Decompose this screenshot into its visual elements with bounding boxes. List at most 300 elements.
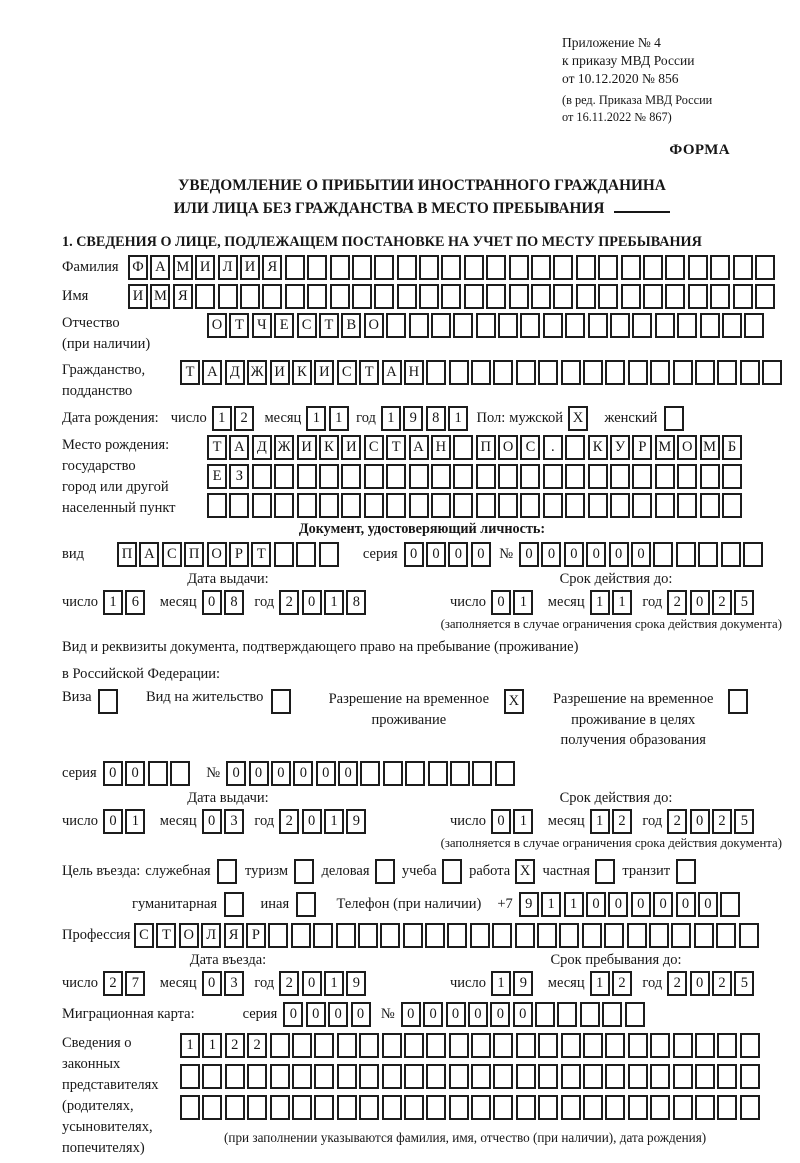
char-cell[interactable]: О [364,313,384,338]
char-cell[interactable]: 0 [125,761,145,786]
char-cell[interactable]: Т [229,313,249,338]
char-cell[interactable]: 3 [224,809,244,834]
char-cell[interactable]: И [297,435,317,460]
char-cell[interactable]: Е [207,464,227,489]
char-cell[interactable] [632,464,652,489]
char-cell[interactable] [359,1064,379,1089]
char-cell[interactable] [229,493,249,518]
char-cell[interactable] [559,923,579,948]
char-cell[interactable] [655,493,675,518]
char-cell[interactable] [671,923,691,948]
char-cell[interactable] [561,1064,581,1089]
char-cell[interactable] [294,859,314,884]
char-cell[interactable] [688,255,708,280]
char-cell[interactable]: 1 [103,590,123,615]
char-cell[interactable]: С [297,313,317,338]
char-cell[interactable]: Т [386,435,406,460]
char-cell[interactable]: 0 [490,1002,510,1027]
char-cell[interactable]: 1 [513,590,533,615]
char-cell[interactable] [744,313,764,338]
char-cell[interactable] [471,1095,491,1120]
char-cell[interactable]: В [341,313,361,338]
char-cell[interactable] [240,284,260,309]
char-cell[interactable] [588,313,608,338]
char-cell[interactable] [595,859,615,884]
char-cell[interactable] [673,1095,693,1120]
char-cell[interactable] [225,1064,245,1089]
char-cell[interactable] [314,1064,334,1089]
char-cell[interactable] [493,360,513,385]
char-cell[interactable] [509,284,529,309]
char-cell[interactable] [449,1033,469,1058]
char-cell[interactable]: С [162,542,182,567]
char-cell[interactable] [425,923,445,948]
char-cell[interactable]: Я [262,255,282,280]
char-cell[interactable]: 0 [676,892,696,917]
char-cell[interactable] [700,313,720,338]
char-cell[interactable]: X [568,406,588,431]
char-cell[interactable] [588,464,608,489]
char-cell[interactable]: Л [218,255,238,280]
char-cell[interactable]: 2 [667,809,687,834]
char-cell[interactable]: 0 [564,542,584,567]
char-cell[interactable] [405,761,425,786]
char-cell[interactable] [515,923,535,948]
char-cell[interactable] [274,542,294,567]
char-cell[interactable] [628,1033,648,1058]
char-cell[interactable]: 2 [667,971,687,996]
char-cell[interactable]: О [677,435,697,460]
char-cell[interactable]: 0 [586,892,606,917]
char-cell[interactable] [655,464,675,489]
char-cell[interactable] [673,360,693,385]
char-cell[interactable]: 1 [564,892,584,917]
char-cell[interactable] [252,493,272,518]
char-cell[interactable] [583,1095,603,1120]
char-cell[interactable] [643,255,663,280]
char-cell[interactable] [270,1095,290,1120]
char-cell[interactable] [431,493,451,518]
char-cell[interactable]: И [128,284,148,309]
char-cell[interactable]: 1 [612,590,632,615]
char-cell[interactable] [676,859,696,884]
char-cell[interactable] [382,1095,402,1120]
char-cell[interactable]: Я [224,923,244,948]
char-cell[interactable] [297,464,317,489]
char-cell[interactable] [247,1095,267,1120]
char-cell[interactable]: 0 [404,542,424,567]
char-cell[interactable]: 2 [712,809,732,834]
char-cell[interactable] [314,1033,334,1058]
char-cell[interactable]: 0 [351,1002,371,1027]
char-cell[interactable]: Ч [252,313,272,338]
char-cell[interactable] [247,1064,267,1089]
char-cell[interactable] [431,313,451,338]
char-cell[interactable]: Р [246,923,266,948]
char-cell[interactable]: 0 [631,892,651,917]
char-cell[interactable] [195,284,215,309]
char-cell[interactable] [464,284,484,309]
char-cell[interactable] [716,923,736,948]
char-cell[interactable] [426,1095,446,1120]
char-cell[interactable]: И [341,435,361,460]
char-cell[interactable]: Б [722,435,742,460]
char-cell[interactable] [330,284,350,309]
char-cell[interactable]: П [476,435,496,460]
char-cell[interactable]: 1 [125,809,145,834]
char-cell[interactable] [493,1095,513,1120]
char-cell[interactable]: Л [201,923,221,948]
char-cell[interactable]: 1 [513,809,533,834]
char-cell[interactable] [538,1064,558,1089]
char-cell[interactable] [561,1095,581,1120]
char-cell[interactable] [676,542,696,567]
char-cell[interactable] [557,1002,577,1027]
char-cell[interactable] [359,1033,379,1058]
char-cell[interactable]: 1 [590,809,610,834]
char-cell[interactable] [588,493,608,518]
char-cell[interactable]: И [195,255,215,280]
char-cell[interactable] [717,360,737,385]
char-cell[interactable] [665,255,685,280]
char-cell[interactable]: 2 [225,1033,245,1058]
char-cell[interactable]: 0 [653,892,673,917]
char-cell[interactable]: 0 [306,1002,326,1027]
char-cell[interactable] [561,1033,581,1058]
char-cell[interactable] [271,689,291,714]
char-cell[interactable] [677,493,697,518]
char-cell[interactable] [755,284,775,309]
char-cell[interactable]: 8 [426,406,446,431]
char-cell[interactable] [307,284,327,309]
char-cell[interactable] [426,360,446,385]
char-cell[interactable] [583,360,603,385]
char-cell[interactable] [224,892,244,917]
char-cell[interactable]: 2 [103,971,123,996]
char-cell[interactable] [486,255,506,280]
char-cell[interactable]: 0 [609,542,629,567]
char-cell[interactable]: 1 [491,971,511,996]
char-cell[interactable]: 0 [423,1002,443,1027]
char-cell[interactable]: 6 [125,590,145,615]
char-cell[interactable] [285,255,305,280]
char-cell[interactable]: 0 [690,590,710,615]
char-cell[interactable] [313,923,333,948]
char-cell[interactable] [296,542,316,567]
char-cell[interactable]: 3 [224,971,244,996]
char-cell[interactable] [520,493,540,518]
char-cell[interactable] [700,464,720,489]
char-cell[interactable] [449,1064,469,1089]
char-cell[interactable] [383,761,403,786]
char-cell[interactable] [710,284,730,309]
char-cell[interactable]: Т [180,360,200,385]
char-cell[interactable] [621,284,641,309]
char-cell[interactable]: 1 [381,406,401,431]
char-cell[interactable]: 1 [324,809,344,834]
char-cell[interactable]: 9 [403,406,423,431]
char-cell[interactable] [694,923,714,948]
char-cell[interactable]: А [150,255,170,280]
char-cell[interactable]: 0 [338,761,358,786]
char-cell[interactable] [605,1064,625,1089]
char-cell[interactable]: 1 [306,406,326,431]
char-cell[interactable] [650,1095,670,1120]
char-cell[interactable] [628,1064,648,1089]
char-cell[interactable] [598,255,618,280]
char-cell[interactable] [352,284,372,309]
char-cell[interactable]: 2 [712,590,732,615]
char-cell[interactable] [314,1095,334,1120]
char-cell[interactable]: 0 [608,892,628,917]
char-cell[interactable] [531,255,551,280]
char-cell[interactable]: 9 [519,892,539,917]
char-cell[interactable]: 0 [271,761,291,786]
char-cell[interactable] [352,255,372,280]
char-cell[interactable]: 0 [302,971,322,996]
char-cell[interactable] [472,761,492,786]
char-cell[interactable] [419,255,439,280]
char-cell[interactable]: К [319,435,339,460]
char-cell[interactable] [426,1064,446,1089]
char-cell[interactable] [688,284,708,309]
char-cell[interactable] [431,464,451,489]
char-cell[interactable] [664,406,684,431]
char-cell[interactable]: 7 [125,971,145,996]
char-cell[interactable]: 1 [212,406,232,431]
char-cell[interactable]: С [520,435,540,460]
char-cell[interactable] [374,284,394,309]
char-cell[interactable] [673,1064,693,1089]
char-cell[interactable]: К [588,435,608,460]
char-cell[interactable] [565,493,585,518]
char-cell[interactable]: М [700,435,720,460]
char-cell[interactable] [464,255,484,280]
char-cell[interactable] [516,1033,536,1058]
char-cell[interactable]: 2 [612,809,632,834]
char-cell[interactable] [380,923,400,948]
char-cell[interactable] [476,493,496,518]
char-cell[interactable] [516,360,536,385]
char-cell[interactable]: X [515,859,535,884]
char-cell[interactable]: П [117,542,137,567]
char-cell[interactable] [375,859,395,884]
char-cell[interactable]: 5 [734,590,754,615]
char-cell[interactable] [291,923,311,948]
char-cell[interactable] [336,923,356,948]
char-cell[interactable] [598,284,618,309]
char-cell[interactable] [565,464,585,489]
char-cell[interactable] [404,1095,424,1120]
char-cell[interactable] [762,360,782,385]
char-cell[interactable]: 1 [329,406,349,431]
char-cell[interactable]: 0 [283,1002,303,1027]
char-cell[interactable] [419,284,439,309]
char-cell[interactable] [409,493,429,518]
char-cell[interactable] [538,1033,558,1058]
char-cell[interactable]: 1 [448,406,468,431]
char-cell[interactable] [292,1095,312,1120]
char-cell[interactable]: 0 [302,809,322,834]
char-cell[interactable]: Р [229,542,249,567]
char-cell[interactable]: Я [173,284,193,309]
char-cell[interactable]: 0 [249,761,269,786]
char-cell[interactable] [583,1064,603,1089]
char-cell[interactable]: Т [156,923,176,948]
char-cell[interactable] [582,923,602,948]
char-cell[interactable]: Ж [247,360,267,385]
char-cell[interactable] [202,1095,222,1120]
char-cell[interactable] [728,689,748,714]
char-cell[interactable] [364,493,384,518]
char-cell[interactable] [471,1064,491,1089]
char-cell[interactable] [453,493,473,518]
char-cell[interactable] [710,255,730,280]
char-cell[interactable] [627,923,647,948]
char-cell[interactable]: 8 [224,590,244,615]
char-cell[interactable]: 1 [202,1033,222,1058]
char-cell[interactable] [516,1064,536,1089]
char-cell[interactable]: 2 [234,406,254,431]
char-cell[interactable]: С [337,360,357,385]
char-cell[interactable] [428,761,448,786]
char-cell[interactable] [486,284,506,309]
char-cell[interactable] [476,313,496,338]
char-cell[interactable] [538,360,558,385]
char-cell[interactable] [576,284,596,309]
char-cell[interactable]: 0 [519,542,539,567]
char-cell[interactable] [397,284,417,309]
char-cell[interactable]: X [504,689,524,714]
char-cell[interactable]: 0 [426,542,446,567]
char-cell[interactable] [450,761,470,786]
char-cell[interactable] [442,859,462,884]
char-cell[interactable]: 0 [698,892,718,917]
char-cell[interactable]: 1 [324,971,344,996]
char-cell[interactable] [621,255,641,280]
char-cell[interactable] [292,1064,312,1089]
char-cell[interactable]: 9 [513,971,533,996]
char-cell[interactable] [628,360,648,385]
char-cell[interactable] [386,493,406,518]
char-cell[interactable] [717,1064,737,1089]
char-cell[interactable] [740,1033,760,1058]
char-cell[interactable] [653,542,673,567]
char-cell[interactable] [360,761,380,786]
char-cell[interactable]: 0 [202,590,222,615]
char-cell[interactable]: Н [404,360,424,385]
char-cell[interactable]: 0 [631,542,651,567]
char-cell[interactable]: 0 [316,761,336,786]
char-cell[interactable] [565,435,585,460]
char-cell[interactable] [643,284,663,309]
char-cell[interactable] [604,923,624,948]
char-cell[interactable] [297,493,317,518]
char-cell[interactable] [270,1033,290,1058]
char-cell[interactable] [565,313,585,338]
char-cell[interactable] [449,1095,469,1120]
char-cell[interactable] [330,255,350,280]
char-cell[interactable] [695,1064,715,1089]
char-cell[interactable] [580,1002,600,1027]
char-cell[interactable]: И [240,255,260,280]
char-cell[interactable]: 1 [180,1033,200,1058]
char-cell[interactable]: С [364,435,384,460]
char-cell[interactable] [252,464,272,489]
char-cell[interactable]: 9 [346,971,366,996]
char-cell[interactable]: 2 [279,809,299,834]
char-cell[interactable] [404,1033,424,1058]
char-cell[interactable]: 0 [468,1002,488,1027]
char-cell[interactable]: 5 [734,809,754,834]
char-cell[interactable]: 0 [541,542,561,567]
char-cell[interactable] [337,1033,357,1058]
char-cell[interactable] [583,1033,603,1058]
char-cell[interactable] [319,493,339,518]
char-cell[interactable] [307,255,327,280]
char-cell[interactable] [677,313,697,338]
char-cell[interactable] [740,1095,760,1120]
char-cell[interactable] [576,255,596,280]
char-cell[interactable]: М [150,284,170,309]
char-cell[interactable]: О [207,313,227,338]
char-cell[interactable] [605,1095,625,1120]
char-cell[interactable]: И [270,360,290,385]
char-cell[interactable]: 2 [279,971,299,996]
char-cell[interactable]: Т [207,435,227,460]
char-cell[interactable]: М [173,255,193,280]
char-cell[interactable] [170,761,190,786]
char-cell[interactable] [535,1002,555,1027]
char-cell[interactable] [516,1095,536,1120]
char-cell[interactable] [382,1064,402,1089]
char-cell[interactable] [386,313,406,338]
char-cell[interactable]: И [314,360,334,385]
char-cell[interactable] [270,1064,290,1089]
char-cell[interactable] [695,1033,715,1058]
char-cell[interactable] [453,464,473,489]
char-cell[interactable]: 0 [103,809,123,834]
char-cell[interactable] [453,435,473,460]
char-cell[interactable]: 2 [279,590,299,615]
char-cell[interactable] [650,1033,670,1058]
char-cell[interactable] [610,493,630,518]
char-cell[interactable]: 2 [612,971,632,996]
char-cell[interactable] [717,1033,737,1058]
char-cell[interactable] [498,493,518,518]
char-cell[interactable]: С [134,923,154,948]
char-cell[interactable]: 1 [590,590,610,615]
char-cell[interactable] [471,1033,491,1058]
char-cell[interactable]: А [409,435,429,460]
char-cell[interactable] [364,464,384,489]
char-cell[interactable] [493,1064,513,1089]
char-cell[interactable]: . [543,435,563,460]
char-cell[interactable] [740,360,760,385]
char-cell[interactable] [296,892,316,917]
char-cell[interactable]: 2 [712,971,732,996]
char-cell[interactable]: 0 [446,1002,466,1027]
char-cell[interactable] [98,689,118,714]
char-cell[interactable] [218,284,238,309]
char-cell[interactable]: 0 [448,542,468,567]
char-cell[interactable]: П [184,542,204,567]
char-cell[interactable] [404,1064,424,1089]
char-cell[interactable]: 0 [103,761,123,786]
char-cell[interactable] [274,464,294,489]
char-cell[interactable] [673,1033,693,1058]
char-cell[interactable] [698,542,718,567]
